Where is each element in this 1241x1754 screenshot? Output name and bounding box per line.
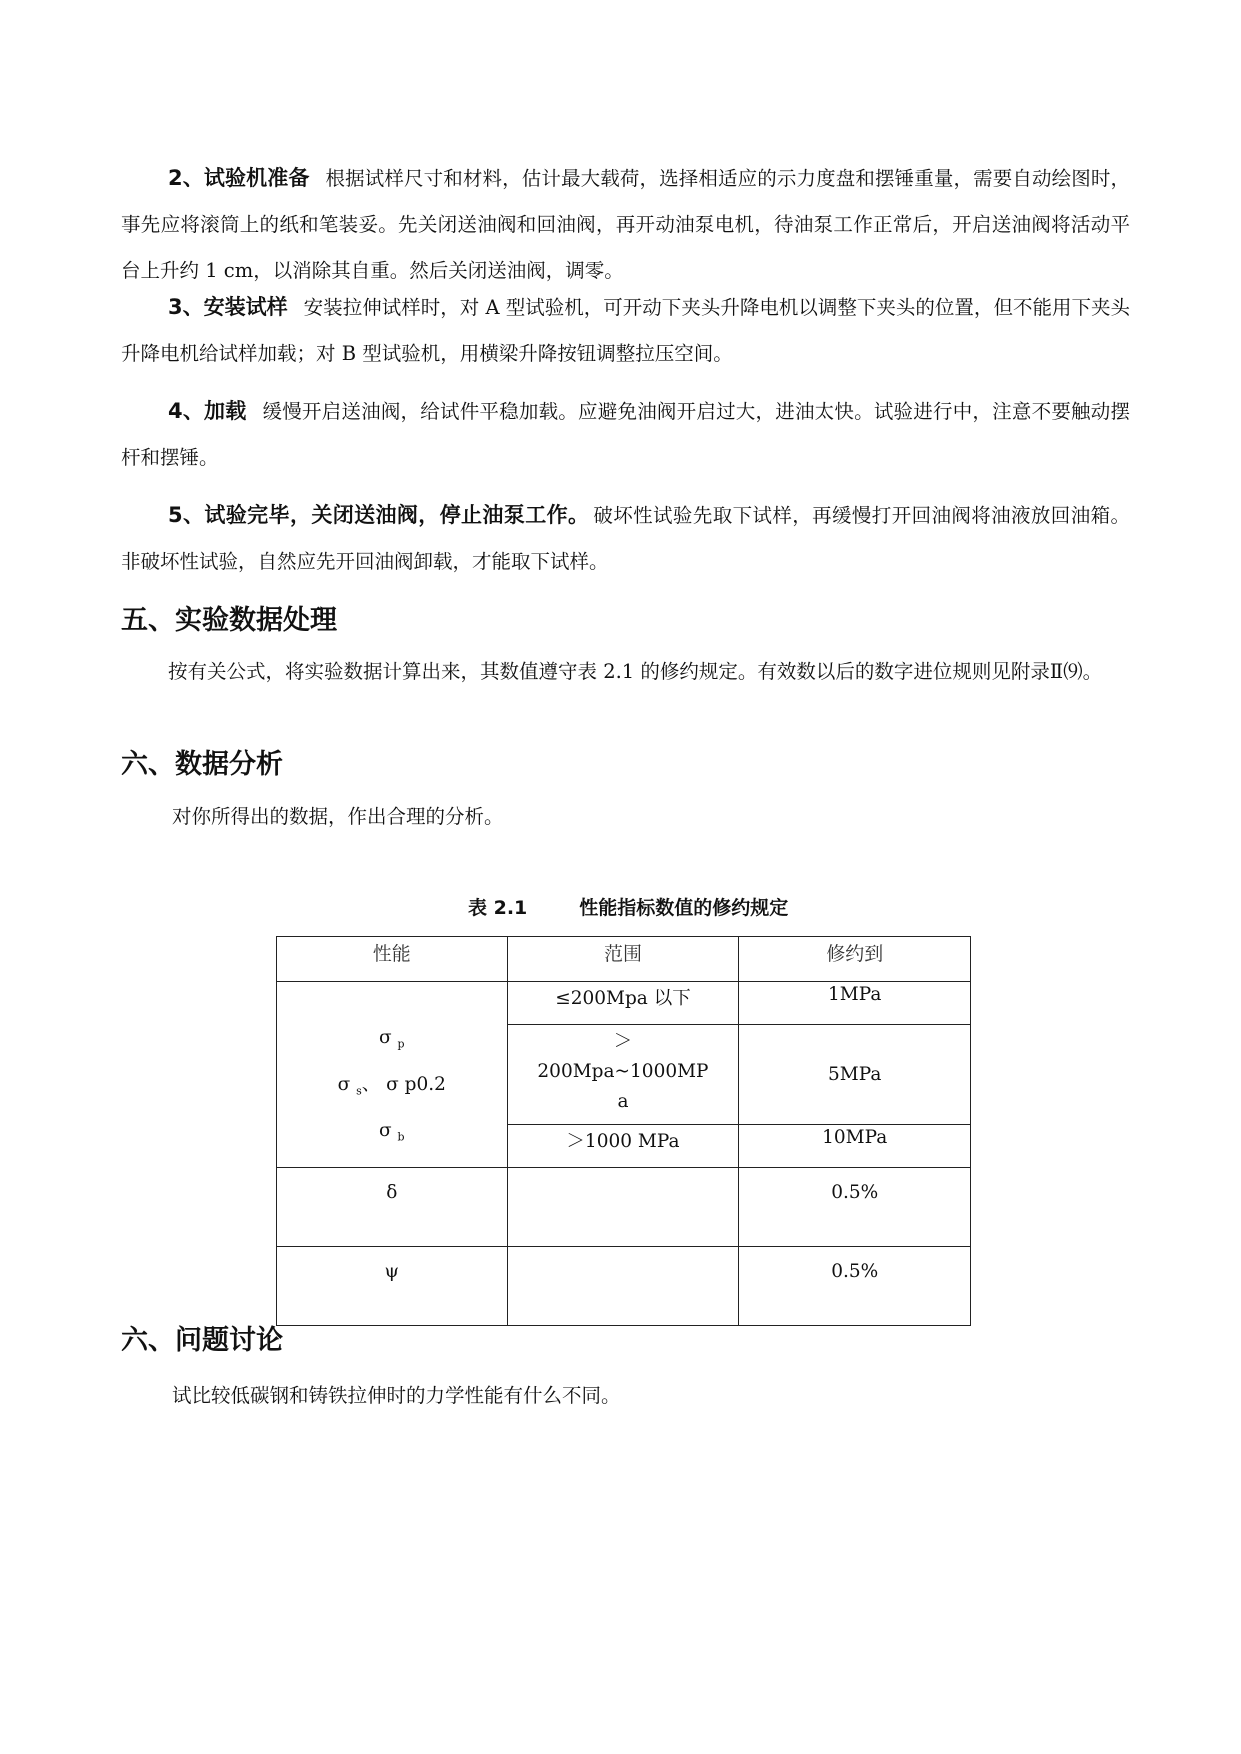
section-5-heading: 五、实验数据处理 [121,605,337,636]
range-cell [507,1247,739,1326]
table-row [277,1168,971,1247]
round-cell: 0.5% [739,1247,971,1326]
section-5-text: 按有关公式，将实验数据计算出来，其数值遵守表 2.1 的修约规定。有效数以后的数字进位规则见附录Ⅱ⑼。 [168,660,1103,683]
table-header-row [277,937,971,982]
section-6-text: 对你所得出的数据，作出合理的分析。 [172,805,504,828]
section-7-text: 试比较低碳钢和铸铁拉伸时的力学性能有什么不同。 [172,1384,621,1407]
round-cell: 1MPa [739,982,971,1025]
step-4-text: 缓慢开启送油阀，给试件平稳加载。应避免油阀开启过大，进油太快。试验进行中，注意不要触动摆杆和摆锤。 [121,400,1130,469]
sigma-b: σ $_b$ [378,1120,405,1145]
table-caption [468,893,788,920]
strength-property-cell [277,982,508,1168]
step-3-paragraph [121,284,1130,377]
header-range: 范围 [507,937,739,982]
step-5-text: 破坏性试验先取下试样，再缓慢打开回油阀将油液放回油箱。非破坏性试验，自然应先开回油阀卸载，才能取下试样。 [121,504,1130,573]
table-number: 表 2.1 [468,897,528,919]
section-6-heading: 六、数据分析 [121,749,283,780]
step-4-paragraph [121,388,1130,481]
header-round-to: 修约到 [739,937,971,982]
delta-property-cell: δ [277,1168,508,1247]
round-cell: 5MPa [739,1025,971,1125]
table-title: 性能指标数值的修约规定 [579,897,789,919]
step-2-text: 根据试样尺寸和材料，估计最大载荷，选择相适应的示力度盘和摆锤重量，需要自动绘图时，事先应将滚筒上的纸和笔装妥。先关闭送油阀和回油阀，再开动油泵电机，待油泵工作正常后，开启送油阀将活动平台上升约 1 cm，以消除其自重。然后关闭送油阀，调零。 [121,167,1130,282]
step-2-heading: 2、试验机准备 [168,166,310,190]
step-3-heading: 3、安装试样 [168,295,288,319]
range-cell: ≤200Mpa 以下 [507,982,739,1025]
sigma-p: σ $_p$ [378,1027,405,1051]
step-4-heading: 4、加载 [168,399,247,423]
psi-property-cell: ψ [277,1247,508,1326]
step-5-heading: 5、试验完毕，关闭送油阀，停止油泵工作。 [168,503,590,527]
round-cell: 0.5% [739,1168,971,1247]
header-property: 性能 [277,937,508,982]
table-row [277,982,971,1025]
range-cell: ＞ 200Mpa~1000MP a [507,1025,739,1125]
section-7-heading: 六、问题讨论 [121,1325,283,1356]
step-5-paragraph [121,492,1130,585]
step-2-paragraph [121,155,1130,294]
round-cell: 10MPa [739,1125,971,1168]
sigma-s-p02: σ $_s$、 σ p0.2 [337,1073,446,1098]
strength-symbols [281,1018,503,1158]
range-cell [507,1168,739,1247]
step-3-text: 安装拉伸试样时，对 A 型试验机，可开动下夹头升降电机以调整下夹头的位置，但不能用下夹头升降电机给试样加载；对 B 型试验机，用横梁升降按钮调整拉压空间。 [121,296,1130,365]
table-row [277,1247,971,1326]
rounding-table [276,936,971,1326]
range-cell: ＞1000 MPa [507,1125,739,1168]
